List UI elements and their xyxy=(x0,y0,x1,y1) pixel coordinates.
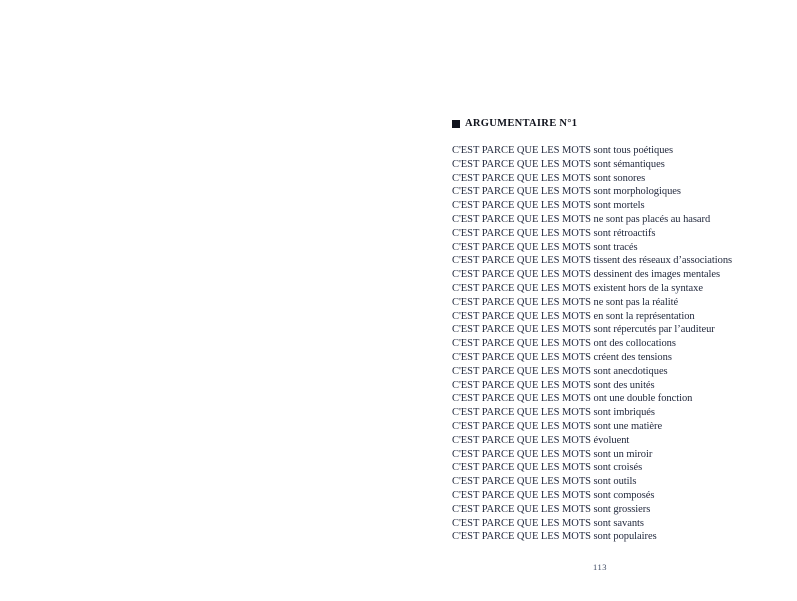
argument-prefix: C'EST PARCE QUE LES MOTS xyxy=(452,324,591,336)
page-number: 113 xyxy=(593,562,607,572)
argument-line xyxy=(452,158,752,172)
argument-prefix: C'EST PARCE QUE LES MOTS xyxy=(452,489,591,501)
argument-prefix: C'EST PARCE QUE LES MOTS xyxy=(452,420,591,432)
argument-suffix: existent hors de la syntaxe xyxy=(593,282,703,294)
argument-line xyxy=(452,144,752,158)
argument-suffix: dessinent des images mentales xyxy=(593,269,721,281)
argument-line xyxy=(452,254,752,268)
argument-suffix: sont sonores xyxy=(593,172,646,184)
argument-prefix: C'EST PARCE QUE LES MOTS xyxy=(452,503,591,515)
text-block xyxy=(452,117,752,544)
argument-line xyxy=(452,489,752,503)
argument-prefix: C'EST PARCE QUE LES MOTS xyxy=(452,351,591,363)
argument-suffix: sont composés xyxy=(593,489,655,501)
argument-prefix: C'EST PARCE QUE LES MOTS xyxy=(452,227,591,239)
argument-prefix: C'EST PARCE QUE LES MOTS xyxy=(452,379,591,391)
argument-line xyxy=(452,323,752,337)
argument-suffix: sont rétroactifs xyxy=(593,227,656,239)
argument-list xyxy=(452,144,752,544)
argument-prefix: C'EST PARCE QUE LES MOTS xyxy=(452,476,591,488)
argument-suffix: ont une double fonction xyxy=(593,393,693,405)
argument-suffix: évoluent xyxy=(593,434,630,446)
argument-line xyxy=(452,185,752,199)
section-title: ARGUMENTAIRE N°1 xyxy=(465,118,578,129)
argument-line xyxy=(452,420,752,434)
argument-line xyxy=(452,448,752,462)
argument-line xyxy=(452,517,752,531)
argument-prefix: C'EST PARCE QUE LES MOTS xyxy=(452,255,591,267)
argument-line xyxy=(452,351,752,365)
argument-suffix: sont répercutés par l’auditeur xyxy=(593,324,715,336)
argument-suffix: créent des tensions xyxy=(593,351,672,363)
argument-suffix: sont des unités xyxy=(593,379,655,391)
argument-suffix: sont anecdotiques xyxy=(593,365,668,377)
square-bullet-icon xyxy=(452,120,460,128)
argument-prefix: C'EST PARCE QUE LES MOTS xyxy=(452,434,591,446)
argument-line xyxy=(452,379,752,393)
argument-line xyxy=(452,172,752,186)
argument-line xyxy=(452,268,752,282)
argument-suffix: en sont la représentation xyxy=(593,310,695,322)
argument-line xyxy=(452,530,752,544)
argument-line xyxy=(452,392,752,406)
argument-line xyxy=(452,365,752,379)
argument-line xyxy=(452,434,752,448)
argument-line xyxy=(452,337,752,351)
argument-line xyxy=(452,213,752,227)
argument-line xyxy=(452,503,752,517)
argument-suffix: sont savants xyxy=(593,517,644,529)
argument-prefix: C'EST PARCE QUE LES MOTS xyxy=(452,531,591,543)
argument-prefix: C'EST PARCE QUE LES MOTS xyxy=(452,448,591,460)
argument-suffix: sont mortels xyxy=(593,200,645,212)
argument-line xyxy=(452,475,752,489)
argument-suffix: sont morphologiques xyxy=(593,186,681,198)
argument-line xyxy=(452,227,752,241)
argument-line xyxy=(452,406,752,420)
argument-prefix: C'EST PARCE QUE LES MOTS xyxy=(452,145,591,156)
argument-line xyxy=(452,310,752,324)
argument-prefix: C'EST PARCE QUE LES MOTS xyxy=(452,213,591,225)
argument-prefix: C'EST PARCE QUE LES MOTS xyxy=(452,517,591,529)
argument-line xyxy=(452,199,752,213)
argument-line xyxy=(452,296,752,310)
argument-line xyxy=(452,241,752,255)
argument-suffix: sont sémantiques xyxy=(593,158,665,170)
argument-prefix: C'EST PARCE QUE LES MOTS xyxy=(452,407,591,419)
argument-line xyxy=(452,282,752,296)
argument-suffix: sont populaires xyxy=(593,531,657,543)
argument-prefix: C'EST PARCE QUE LES MOTS xyxy=(452,338,591,350)
argument-prefix: C'EST PARCE QUE LES MOTS xyxy=(452,269,591,281)
argument-suffix: sont un miroir xyxy=(593,448,653,460)
argument-prefix: C'EST PARCE QUE LES MOTS xyxy=(452,158,591,170)
argument-suffix: ne sont pas placés au hasard xyxy=(593,213,711,225)
argument-prefix: C'EST PARCE QUE LES MOTS xyxy=(452,462,591,474)
argument-prefix: C'EST PARCE QUE LES MOTS xyxy=(452,393,591,405)
argument-suffix: sont outils xyxy=(593,476,637,488)
argument-prefix: C'EST PARCE QUE LES MOTS xyxy=(452,200,591,212)
argument-suffix: ont des collocations xyxy=(593,338,676,350)
argument-prefix: C'EST PARCE QUE LES MOTS xyxy=(452,365,591,377)
argument-line xyxy=(452,461,752,475)
argument-suffix: ne sont pas la réalité xyxy=(593,296,679,308)
argument-suffix: sont tous poétiques xyxy=(593,145,674,156)
argument-suffix: sont imbriqués xyxy=(593,407,655,419)
argument-prefix: C'EST PARCE QUE LES MOTS xyxy=(452,310,591,322)
argument-prefix: C'EST PARCE QUE LES MOTS xyxy=(452,172,591,184)
argument-suffix: sont grossiers xyxy=(593,503,651,515)
argument-suffix: sont une matière xyxy=(593,420,663,432)
argument-suffix: sont tracés xyxy=(593,241,638,253)
argument-prefix: C'EST PARCE QUE LES MOTS xyxy=(452,282,591,294)
section-header xyxy=(452,117,752,131)
argument-prefix: C'EST PARCE QUE LES MOTS xyxy=(452,241,591,253)
argument-suffix: tissent des réseaux d’associations xyxy=(593,255,733,267)
argument-prefix: C'EST PARCE QUE LES MOTS xyxy=(452,186,591,198)
argument-prefix: C'EST PARCE QUE LES MOTS xyxy=(452,296,591,308)
argument-suffix: sont croisés xyxy=(593,462,643,474)
